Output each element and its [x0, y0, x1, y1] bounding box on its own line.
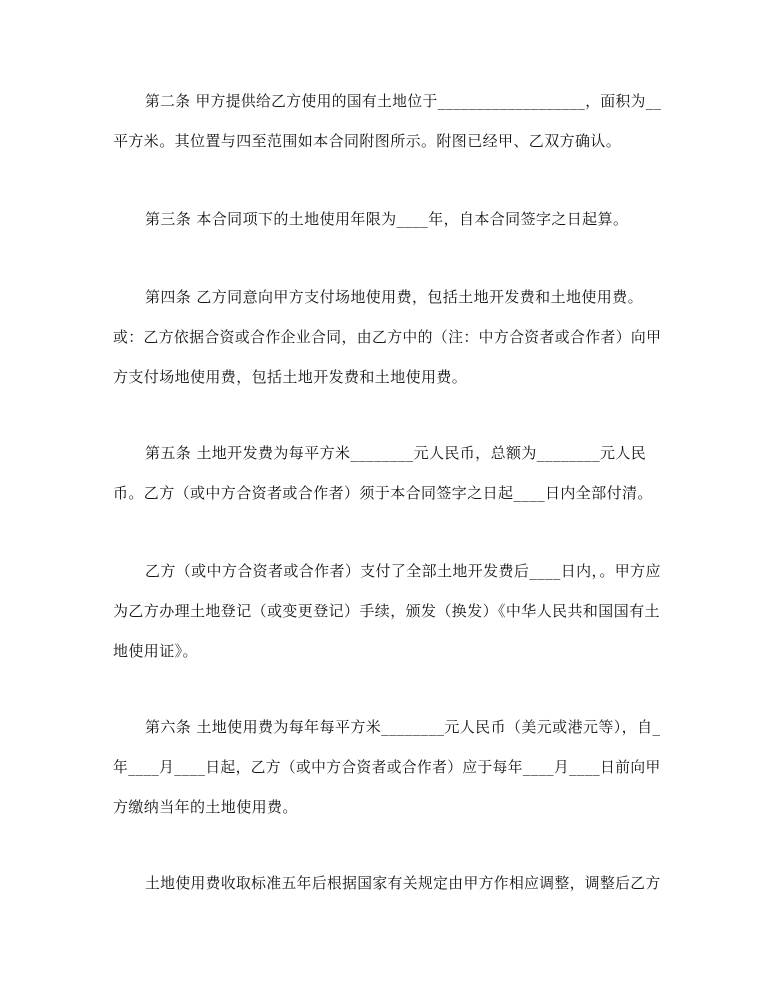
article-6-line-2: 年____月____日起，乙方（或中方合资者或合作者）应于每年____月____日前向甲 — [113, 758, 661, 776]
article-6-continued-line-1: 土地使用费收取标准五年后根据国家有关规定由甲方作相应调整，调整后乙方 — [145, 874, 661, 892]
article-5-continued-line-1: 乙方（或中方合资者或合作者）支付了全部土地开发费后____日内，。甲方应 — [145, 562, 661, 580]
article-4-line-1: 第四条 乙方同意向甲方支付场地使用费，包括土地开发费和土地使用费。 — [145, 288, 643, 306]
article-6-line-1: 第六条 土地使用费为每年每平方米________元人民币（美元或港元等），自_ — [145, 718, 661, 736]
article-5-continued-line-3: 地使用证》。 — [113, 642, 198, 660]
article-4-line-3: 方支付场地使用费，包括土地开发费和土地使用费。 — [113, 368, 468, 386]
article-4-line-2: 或：乙方依据合资或合作企业合同，由乙方中的（注：中方合资者或合作者）向甲 — [113, 328, 662, 346]
article-5-continued-line-2: 为乙方办理土地登记（或变更登记）手续，颁发（换发）《中华人民共和国国有土 — [113, 602, 660, 620]
article-5-line-1: 第五条 土地开发费为每平方米________元人民币，总额为________元人民 — [145, 444, 647, 462]
article-5-line-2: 币。乙方（或中方合资者或合作者）须于本合同签字之日起____日内全部付清。 — [113, 484, 653, 502]
article-2-line-1: 第二条 甲方提供给乙方使用的国有土地位于___________________，面积为__ — [145, 92, 662, 110]
article-2-line-2: 平方米。其位置与四至范围如本合同附图所示。附图已经甲、乙双方确认。 — [113, 132, 622, 150]
article-6-line-3: 方缴纳当年的土地使用费。 — [113, 798, 298, 816]
article-3-line-1: 第三条 本合同项下的土地使用年限为____年，自本合同签字之日起算。 — [145, 210, 629, 228]
